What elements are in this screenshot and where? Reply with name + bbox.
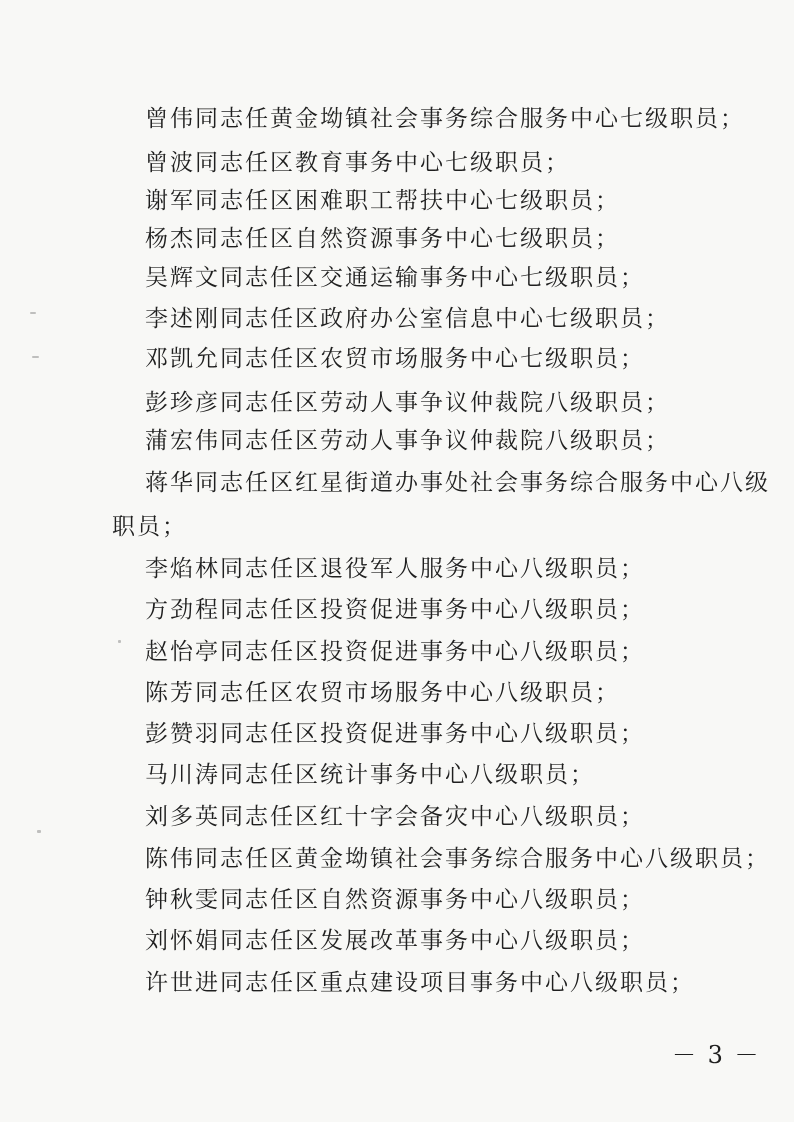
appointment-line-9: 蒲宏伟同志任区劳动人事争议仲裁院八级职员； xyxy=(145,428,670,454)
appointment-line-3: 谢军同志任区困难职工帮扶中心七级职员； xyxy=(145,188,620,214)
appointment-line-21: 许世进同志任区重点建设项目事务中心八级职员； xyxy=(145,970,695,996)
appointment-line-5: 吴辉文同志任区交通运输事务中心七级职员； xyxy=(145,265,645,291)
appointment-line-13: 赵怡亭同志任区投资促进事务中心八级职员； xyxy=(145,639,645,665)
appointment-line-12: 方劲程同志任区投资促进事务中心八级职员； xyxy=(145,597,645,623)
appointment-line-15: 彭赞羽同志任区投资促进事务中心八级职员； xyxy=(145,721,645,747)
appointment-line-6: 李述刚同志任区政府办公室信息中心七级职员； xyxy=(145,306,670,332)
appointment-line-4: 杨杰同志任区自然资源事务中心七级职员； xyxy=(145,226,620,252)
page-number: － 3 － xyxy=(672,1041,761,1069)
scan-mark xyxy=(32,356,39,358)
appointment-line-14: 陈芳同志任区农贸市场服务中心八级职员； xyxy=(145,680,620,706)
appointment-line-1: 曾伟同志任黄金坳镇社会事务综合服务中心七级职员； xyxy=(145,106,745,132)
appointment-line-8: 彭珍彦同志任区劳动人事争议仲裁院八级职员； xyxy=(145,390,670,416)
appointment-line-10-continued: 职员； xyxy=(112,514,187,540)
appointment-line-2: 曾波同志任区教育事务中心七级职员； xyxy=(145,150,570,176)
appointment-line-18: 陈伟同志任区黄金坳镇社会事务综合服务中心八级职员； xyxy=(145,846,770,872)
appointment-line-19: 钟秋雯同志任区自然资源事务中心八级职员； xyxy=(145,887,645,913)
appointment-line-16: 马川涛同志任区统计事务中心八级职员； xyxy=(145,762,595,788)
appointment-line-10: 蒋华同志任区红星街道办事处社会事务综合服务中心八级 xyxy=(145,470,770,496)
scan-mark xyxy=(30,312,36,314)
appointment-line-20: 刘怀娟同志任区发展改革事务中心八级职员； xyxy=(145,928,645,954)
scan-mark xyxy=(37,830,41,833)
appointment-line-11: 李焰林同志任区退役军人服务中心八级职员； xyxy=(145,556,645,582)
appointment-line-7: 邓凯允同志任区农贸市场服务中心七级职员； xyxy=(145,346,645,372)
appointment-line-17: 刘多英同志任区红十字会备灾中心八级职员； xyxy=(145,804,645,830)
scan-mark xyxy=(118,640,121,643)
